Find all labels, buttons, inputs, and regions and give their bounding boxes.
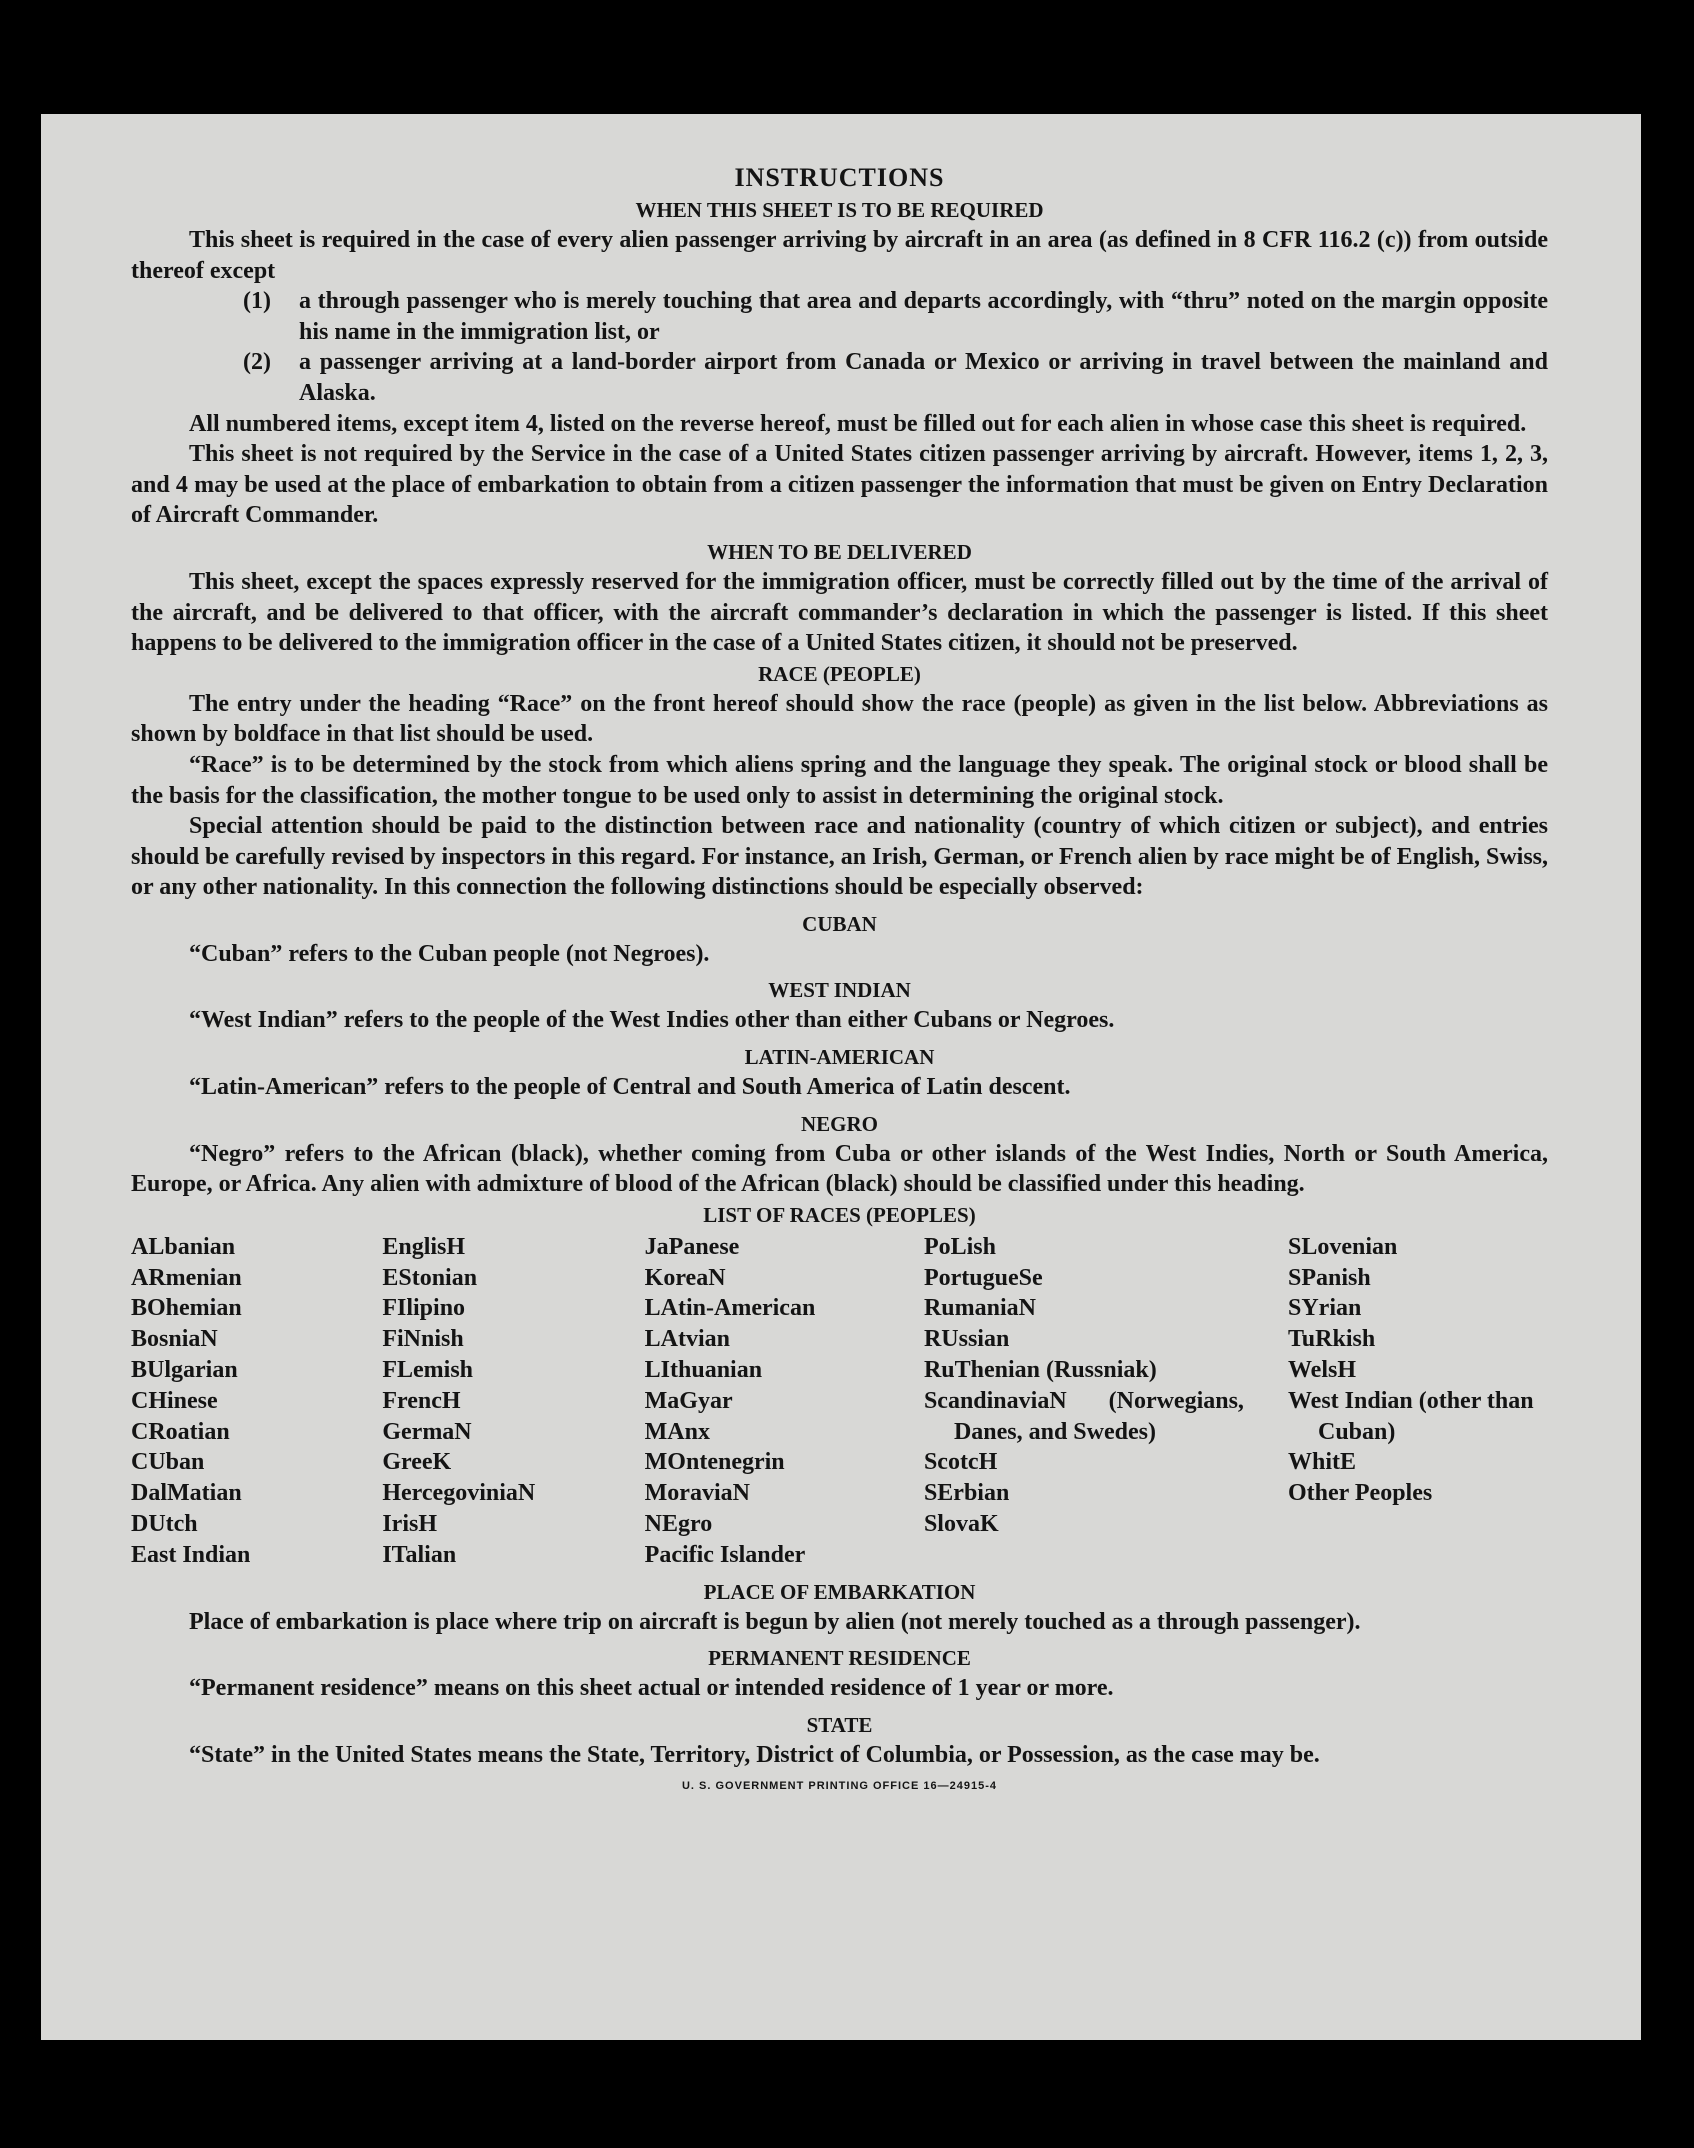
race-entry: KoreaN (644, 1264, 726, 1291)
race-entry: GermaN (382, 1418, 472, 1445)
race-entry: ITalian (382, 1541, 457, 1568)
paragraph: This sheet is required in the case of every alien passenger arriving by aircraft in an area (as defined in 8 CFR 116.2 (c)) from outside thereof except (131, 227, 1548, 284)
race-entry: SPanish (1288, 1264, 1371, 1291)
race-entry: WhitE (1288, 1449, 1357, 1476)
paragraph: “Race” is to be determined by the stock from which aliens spring and the language they speak. The original stock or blood shall be the basis for the classification, the mother tongue to be used only to assist in determining the original stock. (131, 751, 1548, 809)
list-item (243, 347, 1548, 408)
section-heading-race-list: LIST OF RACES (PEOPLES) (703, 1202, 976, 1227)
race-entry: FrencH (382, 1387, 461, 1414)
race-entry: PortugueSe (923, 1264, 1043, 1291)
race-entry: SlovaK (923, 1511, 999, 1538)
item-number: (1) (243, 288, 271, 315)
race-entry: CHinese (131, 1387, 218, 1414)
printer-imprint: U. S. GOVERNMENT PRINTING OFFICE 16—24915-4 (681, 1780, 997, 1793)
paragraph: The entry under the heading “Race” on the front hereof should show the race (people) as given in the list below. Abbreviations as shown by boldface in that list should be used. (131, 690, 1548, 748)
race-entry: NEgro (644, 1511, 713, 1538)
race-group (924, 1447, 1288, 1539)
race-list (131, 1232, 1548, 1571)
race-entry: RumaniaN (923, 1295, 1036, 1322)
race-entry: MOntenegrin (644, 1449, 785, 1476)
race-entry: JaPanese (644, 1233, 740, 1260)
section-heading-west-indian: WEST INDIAN (768, 978, 911, 1003)
race-column (382, 1232, 644, 1571)
paragraph: “Negro” refers to the African (black), whether coming from Cuba or other islands of the West Indies, North or South America, Europe, or Africa. Any alien with admixture of blood of the African (black) should be classified under this heading. (131, 1140, 1548, 1198)
race-entry: DUtch (131, 1511, 198, 1538)
race-entry: West Indian (other than Cuban) (1288, 1387, 1534, 1445)
section-heading-latin-american: LATIN-AMERICAN (744, 1045, 935, 1070)
race-entry: MAnx (644, 1418, 710, 1445)
race-entry: FiNnish (382, 1326, 464, 1353)
paragraph: “State” in the United States means the State, Territory, District of Columbia, or Possession, as the case may be. (189, 1741, 1320, 1768)
race-entry: WelsH (1288, 1357, 1357, 1384)
item-number: (2) (243, 349, 271, 376)
race-column (924, 1232, 1288, 1571)
race-entry: MoraviaN (644, 1480, 750, 1507)
section-heading-residence: PERMANENT RESIDENCE (708, 1646, 971, 1671)
item-text: a passenger arriving at a land-border airport from Canada or Mexico or arriving in travel between the mainland and Alaska. (299, 349, 1548, 406)
paragraph: Place of embarkation is place where trip on aircraft is begun by alien (not merely touched as a through passenger). (189, 1608, 1361, 1635)
race-entry: SErbian (923, 1480, 1010, 1507)
race-entry: SYrian (1288, 1295, 1362, 1322)
paragraph: “West Indian” refers to the people of the West Indies other than either Cubans or Negroes. (189, 1007, 1115, 1034)
race-entry: GreeK (382, 1449, 452, 1476)
race-group (924, 1232, 1288, 1386)
page-title: INSTRUCTIONS (734, 163, 945, 192)
race-group (1288, 1447, 1548, 1509)
race-entry: BosniaN (131, 1326, 218, 1353)
section-heading-race: RACE (PEOPLE) (758, 661, 921, 686)
paragraph: All numbered items, except item 4, listed on the reverse hereof, must be filled out for each alien in whose case this sheet is required. (189, 410, 1527, 437)
section-heading-negro: NEGRO (800, 1111, 878, 1136)
race-entry: CRoatian (131, 1418, 230, 1445)
paragraph: This sheet is not required by the Service in the case of a United States citizen passenger arriving by aircraft. However, items 1, 2, 3, and 4 may be used at the place of embarkation to obtain from a citizen passenger the information that must be given on Entry Declaration of Aircraft Commander. (131, 441, 1548, 529)
race-column (645, 1232, 924, 1571)
item-text: a through passenger who is merely touching that area and departs accordingly, with “thru” noted on the margin opposite his name in the immigration list, or (299, 288, 1548, 345)
race-entry: FIlipino (382, 1295, 466, 1322)
section-heading-required: WHEN THIS SHEET IS TO BE REQUIRED (635, 198, 1044, 222)
race-entry: IrisH (382, 1511, 438, 1538)
race-entry: TuRkish (1288, 1326, 1376, 1353)
race-entry: FLemish (382, 1357, 474, 1384)
paragraph: This sheet, except the spaces expressly reserved for the immigration officer, must be correctly filled out by the time of the arrival of the aircraft, and be delivered to that officer, with the aircraft commander’s declaration in which the passenger is listed. If this sheet happens to be delivered to the immigration officer in the case of a United States citizen, it should not be preserved. (131, 568, 1548, 657)
section-heading-state: STATE (806, 1712, 873, 1737)
paragraph: “Latin-American” refers to the people of Central and South America of Latin descent. (189, 1074, 1071, 1101)
race-entry: HercegoviniaN (382, 1480, 536, 1507)
race-column (1288, 1232, 1548, 1571)
race-entry: ARmenian (131, 1264, 242, 1291)
race-entry: PoLish (923, 1233, 996, 1260)
section-heading-cuban: CUBAN (802, 911, 877, 936)
race-entry: ALbanian (131, 1233, 236, 1260)
race-column (131, 1232, 382, 1571)
paragraph: “Permanent residence” means on this sheet actual or intended residence of 1 year or more. (189, 1675, 1114, 1702)
race-entry: DalMatian (131, 1480, 242, 1507)
race-entry: LIthuanian (644, 1357, 763, 1384)
race-entry: Other Peoples (1288, 1480, 1433, 1507)
race-entry: LAtin-American (644, 1295, 816, 1322)
section-heading-delivered: WHEN TO BE DELIVERED (707, 539, 972, 564)
race-entry: LAtvian (644, 1326, 731, 1353)
race-entry: EnglisH (382, 1233, 466, 1260)
race-entry: RUssian (923, 1326, 1010, 1353)
race-group (1288, 1232, 1548, 1386)
paragraph: Special attention should be paid to the distinction between race and nationality (country of which citizen or subject), and entries should be carefully revised by inspectors in this regard. For instance, an Irish, German, or French alien by race might be of English, Swiss, or any other nationality. In this connection the following distinctions should be especially observed: (131, 813, 1548, 901)
race-entry: Pacific Islander (644, 1541, 806, 1568)
section-heading-embarkation: PLACE OF EMBARKATION (703, 1579, 976, 1604)
race-entry: ScotcH (923, 1449, 998, 1476)
race-entry: EStonian (382, 1264, 478, 1291)
race-entry: ScandinaviaN (Norwegians, Danes, and Swedes) (923, 1387, 1244, 1445)
instruction-sheet (41, 114, 1641, 2040)
race-entry: East Indian (131, 1541, 251, 1568)
list-item (243, 286, 1548, 347)
race-entry: CUban (131, 1449, 205, 1476)
race-entry: BUlgarian (131, 1357, 238, 1384)
race-entry: BOhemian (131, 1295, 242, 1322)
race-entry: SLovenian (1288, 1233, 1398, 1260)
paragraph: “Cuban” refers to the Cuban people (not Negroes). (189, 940, 710, 967)
race-entry: RuThenian (Russniak) (923, 1357, 1157, 1384)
race-entry: MaGyar (644, 1387, 733, 1414)
